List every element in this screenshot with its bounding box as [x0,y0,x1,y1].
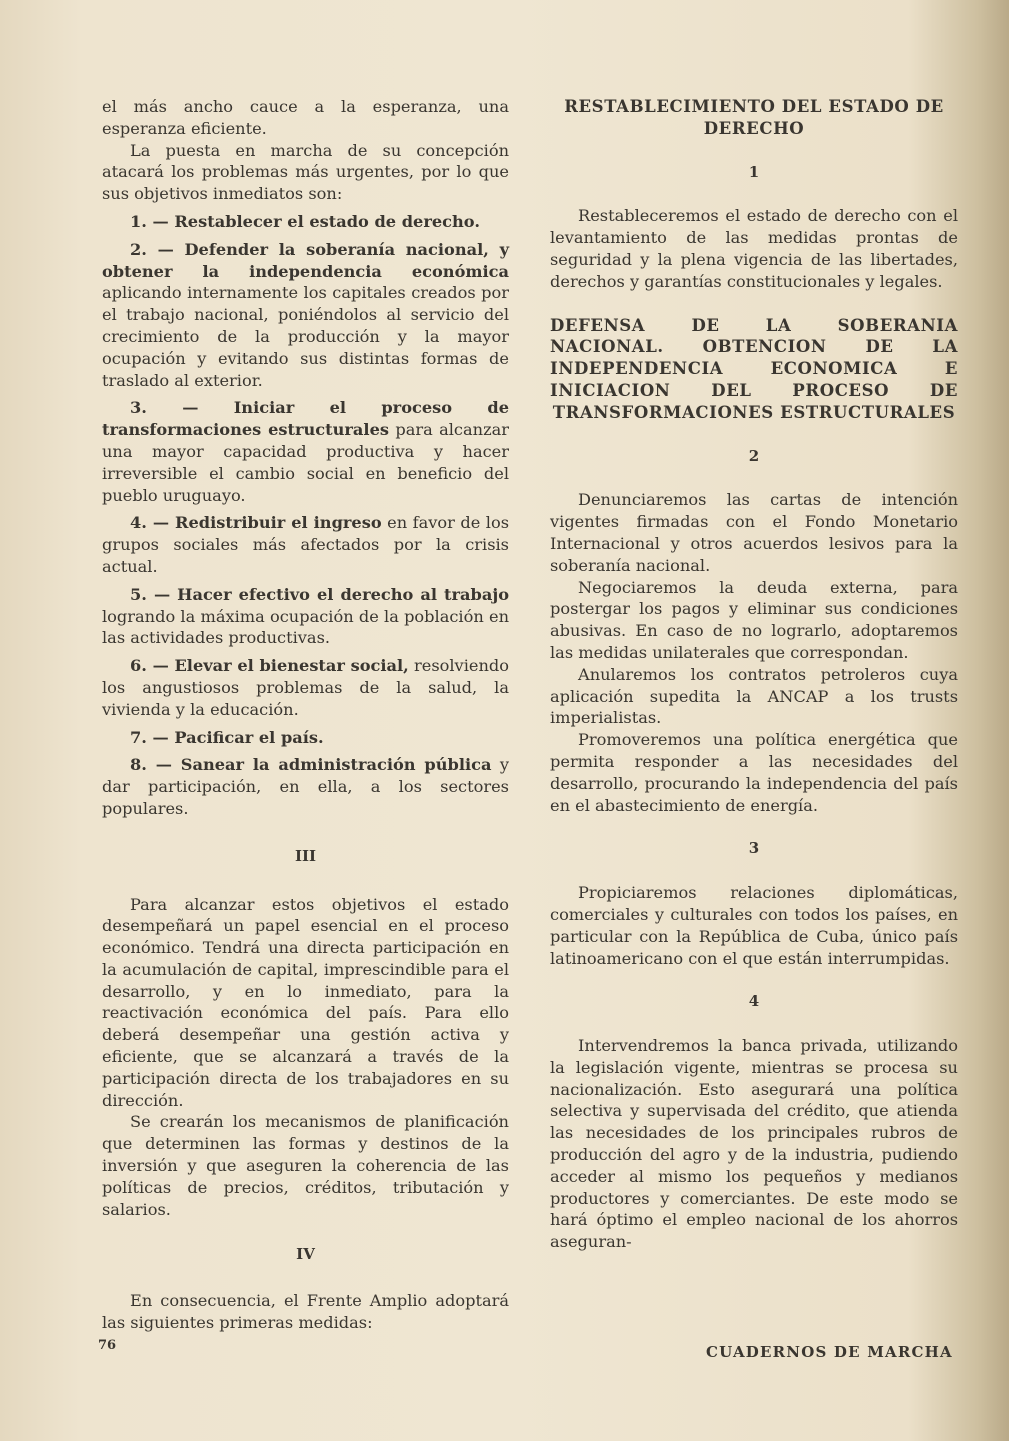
objective-item [102,239,509,392]
paragraph: La puesta en marcha de su concepción atacará los problemas más urgentes, por lo que sus objetivos inmediatos son: [102,140,509,204]
paragraph: Promoveremos una política energética que permita responder a las necesidades del desarrollo, procurando la independencia del país en el abastecimiento de energía. [550,730,958,815]
section-heading: DEFENSA DE LA SOBERANIA NACIONAL. OBTENCION DE LA INDEPENDENCIA ECONOMICA E INICIACION DEL PROCESO DE TRANSFORMACIONES ESTRUCTURALES [550,315,958,422]
objective-item [102,727,509,749]
paragraph: Denunciaremos las cartas de intención vigentes firmadas con el Fondo Monetario Internacional y otros acuerdos lesivos para la soberanía nacional. [550,490,958,575]
paragraph: Negociaremos la deuda externa, para postergar los pagos y eliminar sus condiciones abusivas. En caso de no lograrlo, adoptaremos las medidas unilaterales que correspondan. [550,577,958,662]
paragraph: Anularemos los contratos petroleros cuya aplicación supedita la ANCAP a los trusts imperialistas. [550,664,958,728]
objective-lead: 8. — Sanear la administración pública [130,755,492,775]
objective-lead: 7. — Pacificar el país. [130,727,324,747]
objective-item [102,655,509,720]
measure-number: 4 [748,992,760,1011]
objective-text: para alcanzar una mayor capacidad productiva y hacer irreversible el cambio social en beneficio del pueblo uruguayo. [102,420,509,505]
objective-lead: 2. — Defender la soberanía nacional, y obtener la independencia económica [102,239,509,281]
objective-lead: 3. — Iniciar el proceso de transformaciones estructurales [102,398,509,440]
journal-title: CUADERNOS DE MARCHA [706,1343,953,1361]
objective-text: resolviendo los angustiosos problemas de la salud, la vivienda y la educación. [102,656,509,719]
right-column [550,96,958,1253]
section-number: IV [296,1245,315,1264]
objective-lead: 5. — Hacer efectivo el derecho al trabajo [130,584,509,604]
objective-item [102,584,509,649]
paragraph: En consecuencia, el Frente Amplio adoptará las siguientes primeras medidas: [102,1291,509,1333]
objective-item [102,397,509,506]
paragraph: Propiciaremos relaciones diplomáticas, comerciales y culturales con todos los países, en particular con la República de Cuba, único país latinoamericano con el que están interrumpidas. [550,883,958,968]
section-number: III [294,846,317,865]
objective-item [102,754,509,819]
measure-number: 1 [748,162,760,181]
page-number: 76 [98,1338,117,1353]
paragraph: Para alcanzar estos objetivos el estado desempeñará un papel esencial en el proceso económico. Tendrá una directa participación en la acumulación de capital, imprescindible para el desarrollo, y en lo inmediato, para la reactivación económica del país. Para ello deberá desempeñar una gestión activa y eficiente, que se alcanzará a través de la participación directa de los trabajadores en su dirección. [102,894,509,1110]
paragraph: Restableceremos el estado de derecho con el levantamiento de las medidas prontas de seguridad y la plena vigencia de las libertades, derechos y garantías constitucionales y legales. [550,206,958,291]
paragraph: el más ancho cauce a la esperanza, una esperanza eficiente. [102,97,509,138]
objective-text: logrando la máxima ocupación de la población en las actividades productivas. [102,606,509,648]
objective-lead: 4. — Redistribuir el ingreso [130,513,382,533]
objective-item [102,512,509,577]
objective-text: en favor de los grupos sociales más afectados por la crisis actual. [102,513,509,576]
paragraph: Intervendremos la banca privada, utilizando la legislación vigente, mientras se procesa su nacionalización. Esto asegurará una política selectiva y supervisada del crédito, que atienda las necesidades de los principales rubros de producción del agro y de la industria, pudiendo acceder al mismo los pequeños y medianos productores y comerciantes. De este modo se hará óptimo el empleo nacional de los ahorros aseguran- [550,1036,958,1252]
objective-lead: 1. — Restablecer el estado de derecho. [130,211,480,231]
objective-text: aplicando internamente los capitales creados por el trabajo nacional, poniéndolos al servicio del crecimiento de la producción y la mayor ocupación y evitando sus distintas formas de traslado al exterior. [102,283,509,390]
objective-text: y dar participación, en ella, a los sectores populares. [102,755,509,818]
objective-item [102,211,509,233]
measure-number: 3 [748,839,760,858]
left-column [102,96,509,1334]
section-heading: RESTABLECIMIENTO DEL ESTADO DE DERECHO [564,97,944,138]
paragraph: Se crearán los mecanismos de planificación que determinen las formas y destinos de la inversión y que aseguren la coherencia de las políticas de precios, créditos, tributación y salarios. [102,1112,509,1219]
objective-lead: 6. — Elevar el bienestar social, [130,656,409,676]
measure-number: 2 [748,446,760,465]
